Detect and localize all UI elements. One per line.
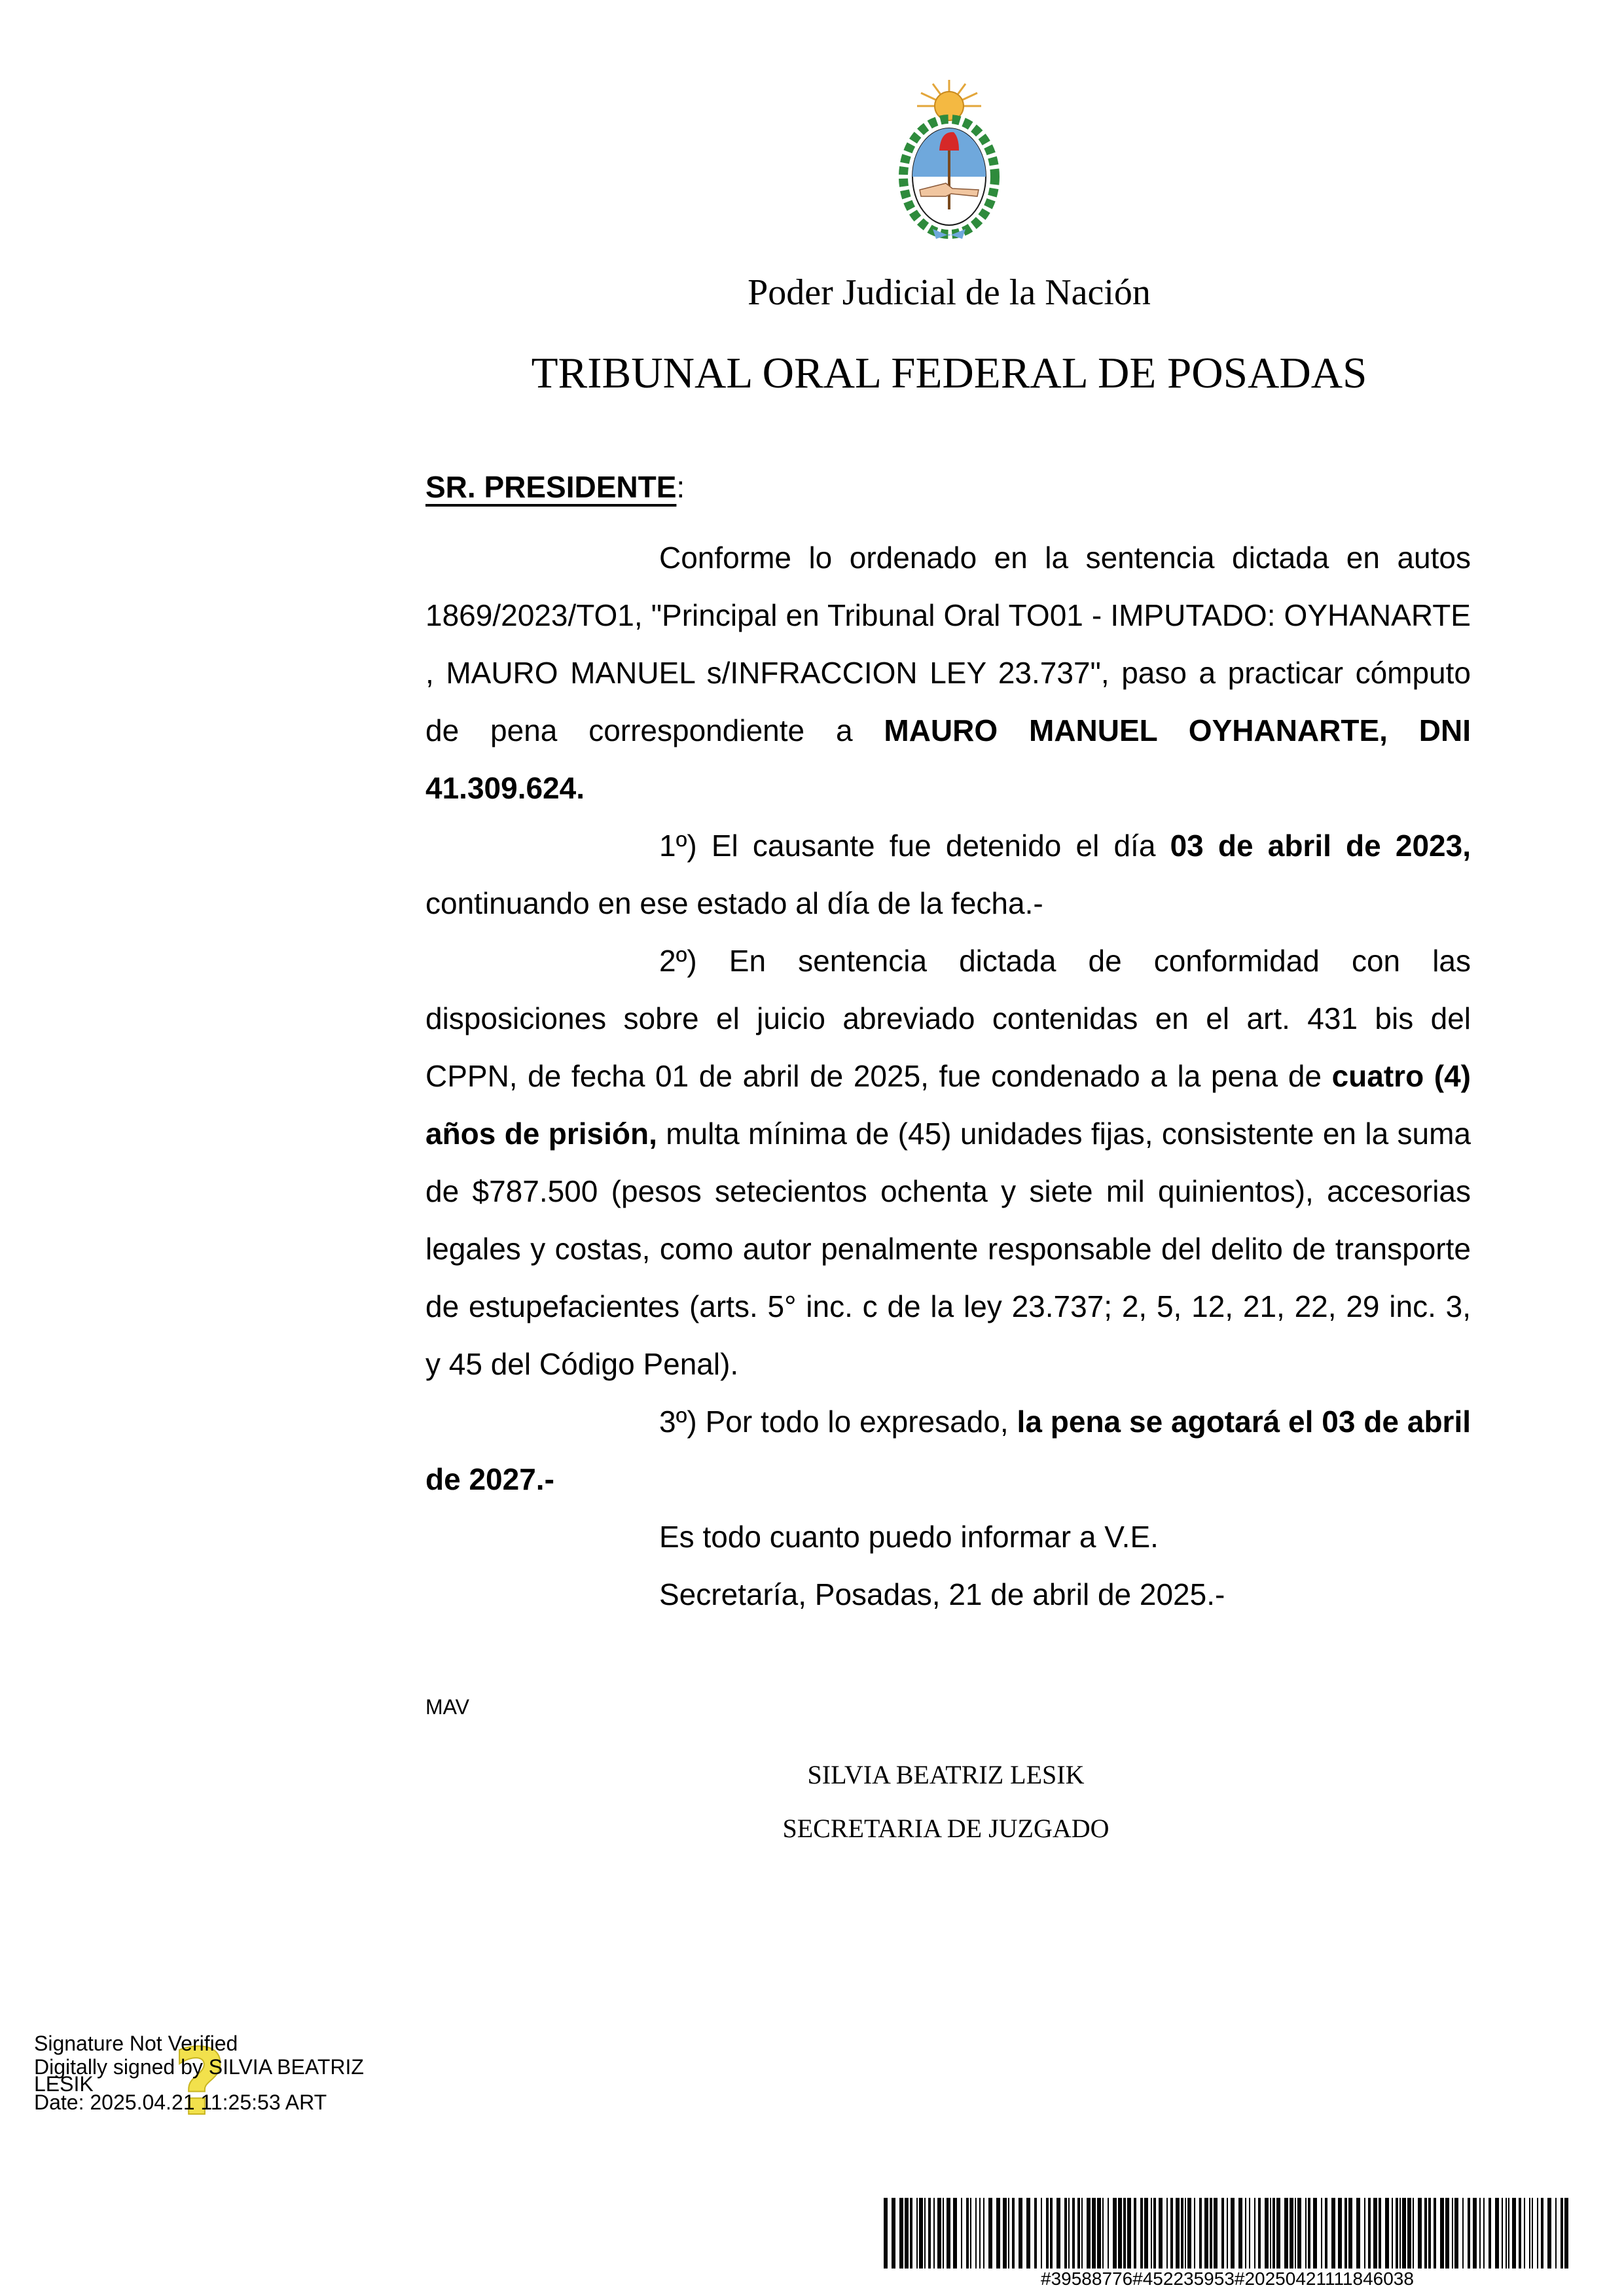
barcode-bar (1555, 2198, 1557, 2269)
barcode-bar (1092, 2198, 1096, 2269)
barcode-bar (1227, 2198, 1228, 2269)
barcode-bar (953, 2198, 957, 2269)
signatory-name: SILVIA BEATRIZ LESIK (807, 1760, 1085, 1789)
barcode-bar (905, 2198, 909, 2269)
barcode-bar (1249, 2198, 1250, 2269)
paragraph-3 (425, 1393, 1471, 1508)
court-heading: TRIBUNAL ORAL FEDERAL DE POSADAS (531, 349, 1367, 397)
salutation-colon: : (676, 470, 685, 504)
barcode-bar (1270, 2198, 1271, 2269)
barcode-bar (988, 2198, 992, 2269)
barcode-bar (1502, 2198, 1503, 2269)
barcode-bar (1194, 2198, 1195, 2269)
barcode-bar (1440, 2198, 1444, 2269)
barcode-bar (961, 2198, 962, 2269)
coat-of-arms-emblem (893, 79, 1005, 242)
paragraph-2-text-b: multa mínima de (45) unidades fijas, consistente en la suma de $787.500 (pesos setecientos ochenta y siete mil quinientos), accesorias legales y costas, como autor penalmente responsable del delito de transporte de estupefacientes (arts. 5° inc. c de la ley 23.737; 2, 5, 12, 21, 22, 29 inc. 3, y 45 del Código Penal). (425, 1117, 1471, 1381)
barcode-bar (1041, 2198, 1042, 2269)
paragraph-2 (425, 932, 1471, 1393)
barcode-bar (1284, 2198, 1288, 2269)
document-body (425, 458, 1471, 1623)
barcode-bar (892, 2198, 895, 2269)
barcode-bar (1087, 2198, 1091, 2269)
barcode-bar (1034, 2198, 1037, 2269)
barcode-bar (1561, 2198, 1563, 2269)
barcode-bar (1413, 2198, 1414, 2269)
paragraph-1 (425, 817, 1471, 932)
closing-line: Es todo cuanto puedo informar a V.E. (659, 1520, 1159, 1554)
barcode-bar (1265, 2198, 1269, 2269)
barcode-bar (1537, 2198, 1538, 2269)
barcode-bar (1272, 2198, 1275, 2269)
svg-text:?: ? (173, 2036, 226, 2134)
barcode-bar (1254, 2198, 1255, 2269)
barcode-bar (1364, 2198, 1365, 2269)
barcode-bar (1524, 2198, 1525, 2269)
barcode-bar (916, 2198, 918, 2269)
barcode-bar (1338, 2198, 1342, 2269)
barcode-bar (1144, 2198, 1148, 2269)
barcode-bar (884, 2198, 888, 2269)
barcode-bar (1068, 2198, 1070, 2269)
barcode-bar (1127, 2198, 1131, 2269)
barcode-bar (1170, 2198, 1173, 2269)
barcode-bar (1097, 2198, 1101, 2269)
barcode-bar (1418, 2198, 1422, 2269)
barcode-bar (1508, 2198, 1509, 2269)
barcode-bar (1123, 2198, 1126, 2269)
signatory-title: SECRETARIA DE JUZGADO (782, 1814, 1110, 1843)
barcode-bar (1313, 2198, 1317, 2269)
barcode-bar (1462, 2198, 1464, 2269)
sun-icon (917, 80, 981, 120)
barcode-bar (1185, 2198, 1186, 2269)
barcode-bar (924, 2198, 926, 2269)
barcode-bar (1199, 2198, 1202, 2269)
barcode-bar (1402, 2198, 1406, 2269)
barcode-bar (1064, 2198, 1067, 2269)
barcode-bar (1295, 2198, 1296, 2269)
barcode-bar (1046, 2198, 1049, 2269)
barcode-bar (1379, 2198, 1381, 2269)
signed-by-surname: LESIK (34, 2072, 94, 2096)
barcode-bar (1050, 2198, 1053, 2269)
barcode-bar (1238, 2198, 1242, 2269)
paragraph-intro (425, 529, 1471, 817)
barcode-bar (943, 2198, 944, 2269)
barcode-bar (1424, 2198, 1427, 2269)
barcode-bar (1356, 2198, 1360, 2269)
barcode-bar (1547, 2198, 1551, 2269)
barcode-bar (1564, 2198, 1568, 2269)
barcode-bar (1159, 2198, 1163, 2269)
barcode-bar (1373, 2198, 1377, 2269)
barcode-bar (1187, 2198, 1191, 2269)
sentence-end-date: la pena se agotará el 03 de abril de 2027.- (425, 1405, 1471, 1496)
barcode-bar (1368, 2198, 1371, 2269)
detention-date: 03 de abril de 2023, (1170, 829, 1471, 863)
barcode-bar (1479, 2198, 1481, 2269)
signature-date: Date: 2025.04.21 11:25:53 ART (34, 2090, 327, 2114)
barcode-bar (1473, 2198, 1477, 2269)
barcode-bar (1483, 2198, 1485, 2269)
barcode-bar (1529, 2198, 1530, 2269)
barcode-bar (1396, 2198, 1398, 2269)
barcode-bar (1113, 2198, 1117, 2269)
barcode-bar (1072, 2198, 1075, 2269)
barcode-bar (1140, 2198, 1143, 2269)
barcode-bar (1026, 2198, 1030, 2269)
barcode-bar (1308, 2198, 1310, 2269)
barcode-bar (910, 2198, 912, 2269)
paragraph-2-text-a: 2º) En sentencia dictada de conformidad con las disposiciones sobre el juicio abreviado contenidas en el art. 431 bis del CPPN, de fecha 01 de abril de 2025, fue condenado a la pena de (425, 944, 1471, 1093)
barcode-bar (1003, 2198, 1007, 2269)
barcode-bar (1151, 2198, 1152, 2269)
barcode-bar (1210, 2198, 1212, 2269)
barcode-bar (1321, 2198, 1322, 2269)
barcode-bar (1454, 2198, 1458, 2269)
barcode-bar (1428, 2198, 1431, 2269)
barcode-bar (1153, 2198, 1156, 2269)
barcode-bar (1512, 2198, 1516, 2269)
barcode-bar (966, 2198, 969, 2269)
barcode-bar (1019, 2198, 1022, 2269)
paragraph-1-text-b: continuando en ese estado al día de la fecha.- (425, 886, 1043, 920)
institution-heading: Poder Judicial de la Nación (748, 272, 1151, 313)
barcode-bar (1012, 2198, 1015, 2269)
barcode-bar (1290, 2198, 1293, 2269)
salutation-line (425, 458, 1471, 516)
barcode-bar (933, 2198, 935, 2269)
signature-status: Signature Not Verified (34, 2032, 238, 2055)
barcode-bar (928, 2198, 931, 2269)
barcode-bar (1495, 2198, 1499, 2269)
barcode-bar (937, 2198, 941, 2269)
barcode-bar (1276, 2198, 1280, 2269)
barcode-bar (1221, 2198, 1224, 2269)
barcode-bar (1204, 2198, 1208, 2269)
barcode-bar (1214, 2198, 1218, 2269)
barcode-text: #39588776#452235953#20250421111846038 (1041, 2269, 1414, 2289)
barcode-bar (1118, 2198, 1122, 2269)
barcode-bar (1081, 2198, 1083, 2269)
barcode-bar (899, 2198, 903, 2269)
barcode-bar (1519, 2198, 1521, 2269)
barcode-bar (970, 2198, 971, 2269)
barcode-bar (1399, 2198, 1401, 2269)
barcode (884, 2198, 1571, 2269)
barcode-bar (1245, 2198, 1246, 2269)
barcode-bar (1532, 2198, 1533, 2269)
barcode-bar (1331, 2198, 1335, 2269)
defendant-name-dni: MAURO MANUEL OYHANARTE, DNI 41.309.624. (425, 713, 1471, 805)
barcode-bar (983, 2198, 984, 2269)
digital-signature-block (34, 2032, 427, 2113)
barcode-bar (1434, 2198, 1436, 2269)
barcode-bar (1231, 2198, 1235, 2269)
barcode-bar (1181, 2198, 1183, 2269)
barcode-bar (1407, 2198, 1411, 2269)
barcode-bar (975, 2198, 977, 2269)
barcode-bar (1297, 2198, 1301, 2269)
barcode-bar (1392, 2198, 1393, 2269)
barcode-bar (1325, 2198, 1327, 2269)
barcode-bar (1506, 2198, 1507, 2269)
barcode-bar (1445, 2198, 1449, 2269)
barcode-bar (1348, 2198, 1352, 2269)
barcode-bar (1102, 2198, 1104, 2269)
barcode-bar (1056, 2198, 1060, 2269)
sentence-length: cuatro (4) años de prisión, (425, 1059, 1471, 1151)
shield-icon (912, 128, 986, 225)
ribbon-icon (933, 229, 965, 239)
barcode-bar (1468, 2198, 1470, 2269)
barcode-bar (947, 2198, 950, 2269)
barcode-bar (1305, 2198, 1307, 2269)
barcode-bar (1344, 2198, 1347, 2269)
paragraph-3-text-a: 3º) Por todo lo expresado, (659, 1405, 1017, 1439)
barcode-bar (1452, 2198, 1453, 2269)
barcode-bar (1008, 2198, 1009, 2269)
barcode-bar (1134, 2198, 1136, 2269)
initials: MAV (425, 1695, 469, 1719)
barcode-bar (1077, 2198, 1080, 2269)
salutation: SR. PRESIDENTE (425, 470, 677, 504)
barcode-bar (979, 2198, 981, 2269)
signed-by-line: Digitally signed by SILVIA BEATRIZ (34, 2055, 364, 2079)
barcode-bar (919, 2198, 923, 2269)
barcode-bar (1258, 2198, 1261, 2269)
barcode-bar (1176, 2198, 1180, 2269)
barcode-bar (996, 2198, 1000, 2269)
barcode-bar (1489, 2198, 1491, 2269)
paragraph-1-text-a: 1º) El causante fue detenido el día (659, 829, 1170, 863)
place-date-line: Secretaría, Posadas, 21 de abril de 2025.- (659, 1577, 1225, 1611)
paragraph-intro-text: Conforme lo ordenado en la sentencia dictada en autos 1869/2023/TO1, "Principal en Tribunal Oral TO01 - IMPUTADO: OYHANARTE , MAURO MANUEL s/INFRACCION LEY 23.737", paso a practicar cómputo de pena correspondiente a (425, 541, 1471, 747)
barcode-bar (1385, 2198, 1389, 2269)
barcode-bar (1541, 2198, 1543, 2269)
barcode-bar (1108, 2198, 1109, 2269)
barcode-bar (1166, 2198, 1168, 2269)
